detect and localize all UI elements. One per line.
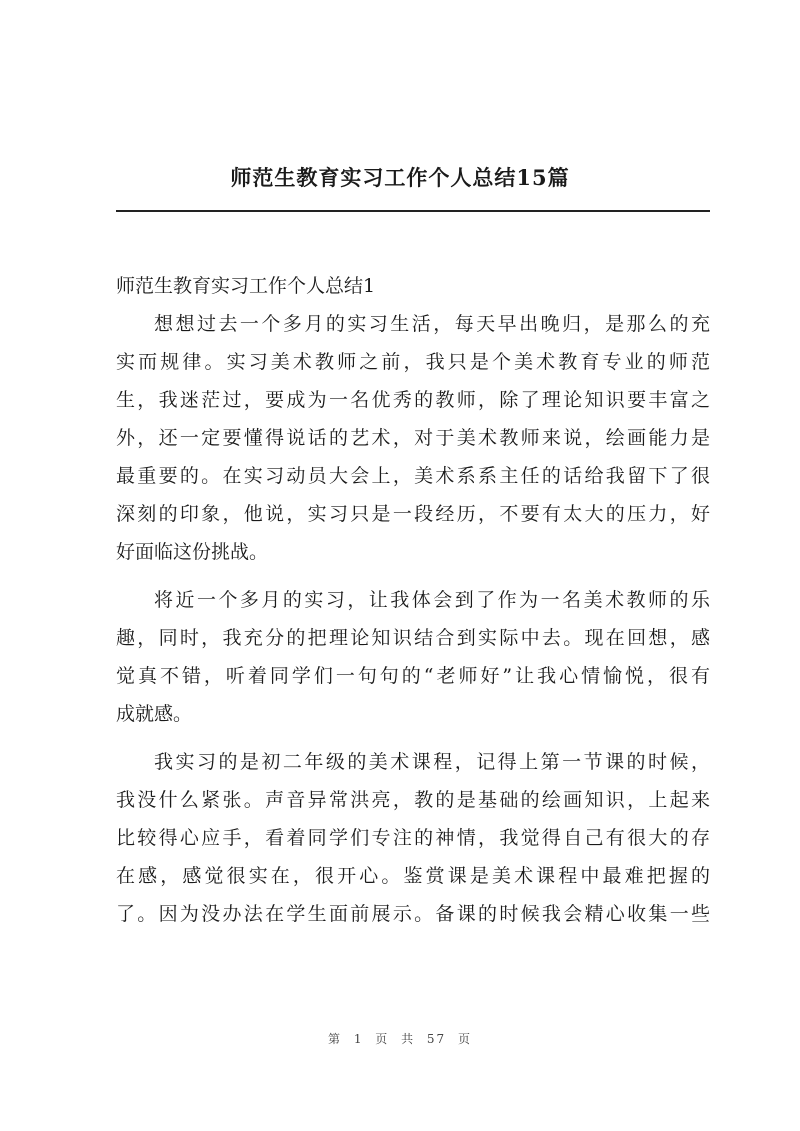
paragraph-line: 比较得心应手，看着同学们专注的神情，我觉得自己有很大的存 (116, 827, 710, 849)
paragraph-line: 趣，同时，我充分的把理论知识结合到实际中去。现在回想，感 (116, 627, 710, 649)
document-title: 师范生教育实习工作个人总结15篇 (230, 165, 570, 190)
paragraph-line: 好面临这份挑战。 (116, 541, 269, 563)
paragraph-3 (116, 743, 710, 933)
paragraph-2 (116, 581, 710, 733)
paragraph-line: 生，我迷茫过，要成为一名优秀的教师，除了理论知识要丰富之 (116, 389, 710, 411)
paragraph-line: 我没什么紧张。声音异常洪亮，教的是基础的绘画知识，上起来 (116, 789, 710, 811)
paragraph-line: 最重要的。在实习动员大会上，美术系系主任的话给我留下了很 (116, 465, 710, 487)
paragraph-line: 成就感。 (116, 703, 193, 725)
paragraph-line: 在感，感觉很实在，很开心。鉴赏课是美术课程中最难把握的 (116, 865, 710, 887)
page-number-footer: 第 1 页 共 57 页 (328, 1032, 472, 1046)
title-divider (116, 210, 710, 212)
paragraph-line: 将近一个多月的实习，让我体会到了作为一名美术教师的乐 (154, 589, 710, 611)
paragraph-line: 想想过去一个多月的实习生活，每天早出晚归，是那么的充 (154, 313, 710, 335)
paragraph-1 (116, 305, 710, 571)
paragraph-line: 觉真不错，听着同学们一句句的“老师好”让我心情愉悦，很有 (116, 665, 710, 687)
paragraph-line: 外，还一定要懂得说话的艺术，对于美术教师来说，绘画能力是 (116, 427, 710, 449)
paragraph-line: 我实习的是初二年级的美术课程，记得上第一节课的时候， (154, 751, 710, 773)
paragraph-line: 深刻的印象，他说，实习只是一段经历，不要有太大的压力，好 (116, 503, 710, 525)
section-heading: 师范生教育实习工作个人总结1 (116, 275, 376, 297)
paragraph-line: 了。因为没办法在学生面前展示。备课的时候我会精心收集一些 (116, 903, 710, 925)
paragraph-line: 实而规律。实习美术教师之前，我只是个美术教育专业的师范 (116, 351, 710, 373)
document-body (116, 267, 710, 933)
